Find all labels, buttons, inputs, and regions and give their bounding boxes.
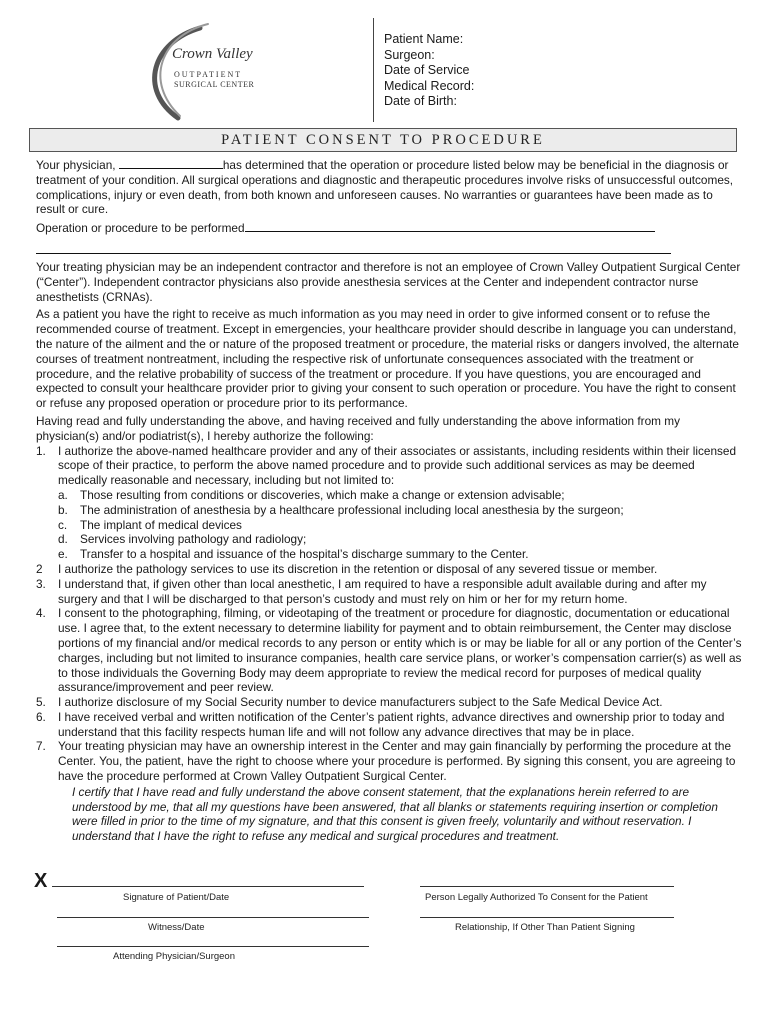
operation-line bbox=[36, 220, 742, 236]
authorization-list bbox=[36, 444, 742, 784]
list-item bbox=[36, 577, 742, 607]
operation-blank[interactable] bbox=[245, 220, 655, 232]
authorized-person-line[interactable] bbox=[420, 886, 674, 887]
sub-text: Those resulting from conditions or discoveries, which make a change or extension advisable; bbox=[80, 487, 565, 502]
authorized-person-label: Person Legally Authorized To Consent for the Patient bbox=[425, 892, 648, 903]
operation-blank-2[interactable] bbox=[36, 239, 671, 254]
sub-letter: a. bbox=[58, 487, 68, 502]
item-number: 2 bbox=[36, 561, 43, 576]
physician-signature-line[interactable] bbox=[57, 946, 369, 947]
witness-signature-line[interactable] bbox=[57, 917, 369, 918]
physician-label: Attending Physician/Surgeon bbox=[113, 951, 235, 962]
item-number: 1. bbox=[36, 443, 46, 458]
sub-letter: e. bbox=[58, 547, 68, 562]
physician-name-blank[interactable] bbox=[119, 157, 223, 169]
sub-list bbox=[58, 488, 742, 562]
item-text: I understand that, if given other than local anesthetic, I am required to have a responsible adult available during and after my surgery and that I will be discharged to that person’s custody and must rely on him or her for my return home. bbox=[58, 576, 707, 606]
relationship-label: Relationship, If Other Than Patient Signing bbox=[455, 922, 635, 933]
sub-item bbox=[58, 488, 742, 503]
item-number: 5. bbox=[36, 695, 46, 710]
operation-label: Operation or procedure to be performed bbox=[36, 221, 245, 236]
list-item bbox=[36, 695, 742, 710]
rights-paragraph: As a patient you have the right to receive as much information as you may need in order to give informed consent or to refuse the recommended course of treatment. Except in emergencies, your healthcare provider should describe in language you can understand, the nature of the ailment and the or nature of the proposed treatment or procedure, the material risks or dangers involved, the alternate courses of treatment nontreatment, including the respective risk of unfortunate consequences associated with the treatment or procedure, and the relative probability of success of the treatment or procedure. If you have questions, you are encouraged and expected to consult your healthcare provider prior to giving your consent to such operation or procedure. You have the right to consent or refuse any proposed operation or procedure prior to its performance. bbox=[36, 307, 739, 411]
sub-text: Transfer to a hospital and issuance of the hospital’s discharge summary to the Center. bbox=[80, 547, 529, 562]
sub-text: The implant of medical devices bbox=[80, 517, 242, 532]
certification-statement: I certify that I have read and fully understand the above consent statement, that the explanations herein referred to are understood by me, that all my questions have been answered, that all blanks or statements requiring insertion or completion were filled in prior to the time of my signature, and that this consent is given freely, voluntarily and without reservation. I understand that I have the right to refuse any medical and surgical procedures and treatment. bbox=[72, 784, 718, 844]
sub-letter: b. bbox=[58, 502, 68, 517]
item-number: 6. bbox=[36, 709, 46, 724]
intro-text-1: Your physician, bbox=[36, 158, 119, 172]
consent-body bbox=[36, 157, 742, 847]
logo-name: Crown Valley bbox=[172, 46, 253, 62]
patient-name-label[interactable]: Patient Name: bbox=[384, 32, 464, 46]
surgeon-label[interactable]: Surgeon: bbox=[384, 47, 435, 62]
sub-letter: c. bbox=[58, 517, 68, 532]
item-text: Your treating physician may have an ownership interest in the Center and may gain financially by performing the procedure at the Center. You, the patient, have the right to choose where your procedure is performed. By signing this consent, you are agreeing to have the procedure performed at Crown Valley Outpatient Surgical Center. bbox=[58, 739, 736, 784]
item-number: 4. bbox=[36, 606, 46, 621]
date-of-birth-label[interactable]: Date of Birth: bbox=[384, 94, 457, 109]
sub-item bbox=[58, 518, 742, 533]
list-item bbox=[36, 606, 742, 695]
witness-label: Witness/Date bbox=[148, 922, 205, 933]
contractor-paragraph: Your treating physician may be an independent contractor and therefore is not an employee of Crown Valley Outpatient Surgical Center (“Center”). Independent contractor physicians also provide anesthesia services at the Center and independent contractor nurse anesthetists (CRNAs). bbox=[36, 259, 741, 304]
list-item bbox=[36, 710, 742, 740]
item-number: 3. bbox=[36, 576, 46, 591]
item-text: I consent to the photographing, filming, or videotaping of the treatment or procedure for diagnostic, documentation or educational use. I agree that, to the extent necessary to determine liability for payment and to obtain reimbursement, the Center may disclose portions of my financial and/or medical records to any person or entity which is or may be liable for all or any portion of the Center’s charges, including but not limited to insurance companies, health care service plans, or worker’s compensation carrier(s) as well as to those individuals the Governing Body may deem appropriate to review the medical record for purposes of medical quality assurance/improvement and peer review. bbox=[58, 606, 742, 695]
sub-text: The administration of anesthesia by a healthcare professional including local anesthesia by the surgeon; bbox=[80, 502, 624, 517]
patient-signature-line[interactable] bbox=[52, 886, 364, 887]
header-divider bbox=[373, 18, 374, 122]
sub-item bbox=[58, 503, 742, 518]
list-item bbox=[36, 739, 742, 783]
logo-subline-2: SURGICAL CENTER bbox=[174, 80, 255, 89]
signature-x-mark: X bbox=[34, 870, 48, 892]
sub-text: Services involving pathology and radiology; bbox=[80, 532, 307, 547]
item-text: I authorize the above-named healthcare provider and any of their associates or assistants, including residents within their licensed scope of their practice, to perform the above named procedure and to provide such additional services as may be deemed medically reasonable and necessary, including but not limited to: bbox=[58, 443, 737, 488]
list-item bbox=[36, 444, 742, 562]
list-item bbox=[36, 562, 742, 577]
sub-item bbox=[58, 532, 742, 547]
patient-signature-label: Signature of Patient/Date bbox=[123, 892, 230, 903]
item-text: I authorize disclosure of my Social Security number to device manufacturers subject to the Safe Medical Device Act. bbox=[58, 695, 663, 710]
crown-valley-logo bbox=[130, 20, 380, 128]
authorize-paragraph: Having read and fully understanding the above, and having received and fully understanding the above information from my physician(s) and/or podiatrist(s), I hereby authorize the following: bbox=[36, 413, 680, 443]
item-number: 7. bbox=[36, 739, 46, 754]
date-of-service-label[interactable]: Date of Service bbox=[384, 63, 470, 78]
logo-subline-1: OUTPATIENT bbox=[174, 70, 243, 79]
item-text: I authorize the pathology services to use its discretion in the retention or disposal of any severed tissue or member. bbox=[58, 561, 658, 576]
sub-letter: d. bbox=[58, 532, 68, 547]
item-text: I have received verbal and written notification of the Center’s patient rights, advance directives and ownership prior to today and understand that this facility respects human life and will not follow any advance directives that may be in place. bbox=[58, 709, 725, 739]
intro-paragraph bbox=[36, 157, 742, 217]
patient-info-block bbox=[384, 32, 474, 110]
page-title: PATIENT CONSENT TO PROCEDURE bbox=[29, 128, 737, 152]
medical-record-label[interactable]: Medical Record: bbox=[384, 78, 475, 93]
sub-item bbox=[58, 547, 742, 562]
relationship-line[interactable] bbox=[420, 917, 674, 918]
intro-text-2: has determined that the operation or procedure listed below may be beneficial in the diagnosis or treatment of your condition. All surgical operations and diagnostic and therapeutic procedures involve risks of unsuccessful outcomes, complications, injury or even death, from both known and unforeseen causes. No warranties or guarantees have been made as to result or cure. bbox=[36, 158, 734, 217]
